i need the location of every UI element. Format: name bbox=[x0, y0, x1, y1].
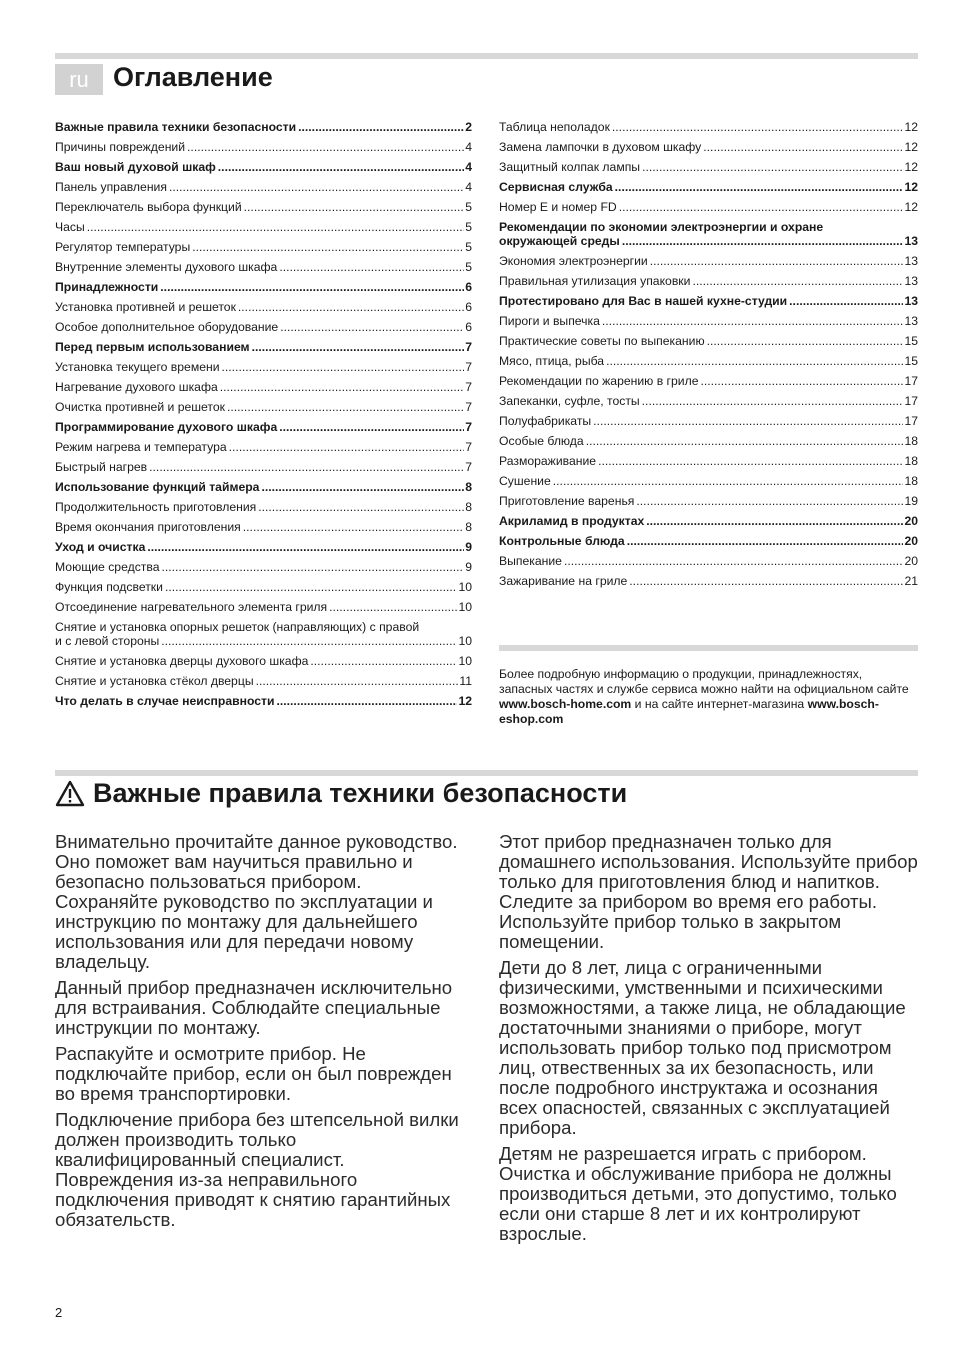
toc-entry-page: 4 bbox=[465, 140, 472, 154]
toc-entry-title: Запеканки, суфле, тосты bbox=[499, 394, 640, 408]
toc-dot-leader bbox=[277, 694, 458, 708]
toc-entry[interactable] bbox=[499, 431, 918, 451]
safety-heading bbox=[55, 778, 627, 809]
toc-entry[interactable] bbox=[499, 391, 918, 411]
page-number: 2 bbox=[55, 1305, 63, 1320]
toc-entry[interactable] bbox=[499, 177, 918, 197]
toc-entry-title: Панель управления bbox=[55, 180, 167, 194]
toc-entry[interactable] bbox=[55, 537, 472, 557]
toc-title: Оглавление bbox=[113, 62, 273, 92]
toc-entry-page: 10 bbox=[458, 654, 472, 668]
toc-entry-page: 13 bbox=[904, 274, 918, 288]
toc-entry-page: 6 bbox=[465, 280, 472, 294]
toc-entry-title: Снятие и установка стёкол дверцы bbox=[55, 674, 254, 688]
info-text-1: Более подробную информацию о продукции, принадлежностях, запасных частях и службе сервиса можно найти на официальном сайте bbox=[499, 667, 909, 696]
toc-entry-title: Часы bbox=[55, 220, 85, 234]
toc-entry[interactable] bbox=[499, 571, 918, 591]
toc-entry[interactable] bbox=[55, 337, 472, 357]
toc-right-column bbox=[499, 117, 918, 591]
toc-entry-page: 5 bbox=[465, 200, 472, 214]
toc-entry-page: 8 bbox=[465, 520, 472, 534]
toc-dot-leader bbox=[606, 354, 903, 368]
toc-entry-title: Защитный колпак лампы bbox=[499, 160, 641, 174]
safety-paragraph: Дети до 8 лет, лица с ограниченными физическими, умственными и психическими возможностями, а также лица, не обладающие достаточными знаниями о приборе, могут использовать прибор только под присмотром лиц, отвественных за их безопасность, или после подробного инструктажа и осознания всех опасностей, связанных с эксплуатацией прибора. bbox=[499, 957, 906, 1138]
language-badge: ru bbox=[55, 64, 103, 95]
toc-entry[interactable] bbox=[499, 551, 918, 571]
info-note bbox=[499, 667, 918, 727]
toc-entry-title: Протестировано для Вас в нашей кухне-студии bbox=[499, 294, 788, 308]
toc-entry-title: Контрольные блюда bbox=[499, 534, 625, 548]
toc-entry-title: Приготовление варенья bbox=[499, 494, 635, 508]
toc-dot-leader bbox=[692, 274, 903, 288]
toc-entry-title: Внутренние элементы духового шкафа bbox=[55, 260, 278, 274]
toc-dot-leader bbox=[243, 520, 464, 534]
toc-entry-title: Номер E и номер FD bbox=[499, 200, 617, 214]
toc-entry-title: Замена лампочки в духовом шкафу bbox=[499, 140, 702, 154]
toc-dot-leader bbox=[187, 140, 464, 154]
toc-entry-title: Установка текущего времени bbox=[55, 360, 220, 374]
safety-paragraph: Распакуйте и осмотрите прибор. Не подключайте прибор, если он был поврежден во время транспортировки. bbox=[55, 1043, 452, 1104]
safety-left-column bbox=[55, 832, 465, 1236]
toc-entry-title: Выпекание bbox=[499, 554, 562, 568]
toc-dot-leader bbox=[169, 180, 464, 194]
toc-entry-title: Программирование духового шкафа bbox=[55, 420, 278, 434]
safety-paragraph: Подключение прибора без штепсельной вилки должен производить только квалифицированный специалист. Повреждения из-за неправильного подключения приводят к снятию гарантийных обязательств. bbox=[55, 1109, 459, 1230]
toc-entry-title: Перед первым использованием bbox=[55, 340, 250, 354]
warning-icon bbox=[55, 780, 85, 807]
toc-entry[interactable] bbox=[499, 197, 918, 217]
toc-dot-leader bbox=[789, 294, 903, 308]
toc-entry[interactable] bbox=[499, 491, 918, 511]
toc-entry-page: 20 bbox=[904, 554, 918, 568]
toc-entry-page: 10 bbox=[458, 600, 472, 614]
toc-entry-title: Практические советы по выпеканию bbox=[499, 334, 705, 348]
toc-left-column bbox=[55, 117, 472, 711]
toc-entry[interactable] bbox=[499, 311, 918, 331]
toc-dot-leader bbox=[258, 500, 464, 514]
toc-entry-page: 19 bbox=[904, 494, 918, 508]
toc-dot-leader bbox=[256, 674, 459, 688]
toc-entry[interactable] bbox=[55, 597, 472, 617]
safety-paragraph: Детям не разрешается играть с прибором. Очистка и обслуживание прибора не должны производиться детьми, это допустимо, только если они старше 8 лет и их контролируют взрослые. bbox=[499, 1143, 897, 1244]
toc-entry-page: 20 bbox=[904, 514, 918, 528]
toc-entry-page: 13 bbox=[904, 254, 918, 268]
toc-entry[interactable] bbox=[55, 457, 472, 477]
toc-entry-title: Размораживание bbox=[499, 454, 597, 468]
toc-entry-title: Регулятор температуры bbox=[55, 240, 191, 254]
toc-entry-title: Таблица неполадок bbox=[499, 120, 610, 134]
toc-entry-page: 18 bbox=[904, 434, 918, 448]
toc-entry[interactable] bbox=[499, 117, 918, 137]
toc-dot-leader bbox=[279, 260, 464, 274]
toc-dot-leader bbox=[218, 160, 464, 174]
toc-entry-title: Пироги и выпечка bbox=[499, 314, 600, 328]
safety-paragraph: Данный прибор предназначен исключительно для встраивания. Соблюдайте специальные инструкции по монтажу. bbox=[55, 977, 453, 1038]
toc-entry-page: 9 bbox=[465, 540, 472, 554]
toc-entry-page: 5 bbox=[465, 260, 472, 274]
toc-entry[interactable] bbox=[55, 157, 472, 177]
toc-entry-page: 5 bbox=[465, 220, 472, 234]
toc-dot-leader bbox=[627, 534, 904, 548]
toc-dot-leader bbox=[298, 120, 464, 134]
toc-entry-page: 10 bbox=[458, 580, 472, 594]
toc-entry-title: Принадлежности bbox=[55, 280, 159, 294]
toc-entry[interactable] bbox=[55, 671, 472, 691]
toc-entry-page: 17 bbox=[904, 414, 918, 428]
toc-entry[interactable] bbox=[499, 217, 918, 251]
toc-entry[interactable] bbox=[499, 371, 918, 391]
toc-entry[interactable] bbox=[55, 651, 472, 671]
toc-dot-leader bbox=[612, 120, 904, 134]
toc-entry-page: 11 bbox=[459, 674, 472, 688]
toc-entry-title: Зажаривание на гриле bbox=[499, 574, 628, 588]
toc-entry-title-cont: окружающей среды bbox=[499, 234, 620, 248]
toc-entry-title: Режим нагрева и температура bbox=[55, 440, 227, 454]
toc-entry-page: 10 bbox=[458, 634, 472, 648]
toc-entry[interactable] bbox=[55, 177, 472, 197]
toc-entry[interactable] bbox=[55, 317, 472, 337]
toc-entry-page: 7 bbox=[465, 360, 472, 374]
toc-entry-title: Правильная утилизация упаковки bbox=[499, 274, 691, 288]
toc-entry[interactable] bbox=[499, 271, 918, 291]
toc-entry-page: 6 bbox=[465, 300, 472, 314]
toc-entry[interactable] bbox=[55, 257, 472, 277]
toc-entry[interactable] bbox=[55, 137, 472, 157]
toc-entry-title: Продолжительность приготовления bbox=[55, 500, 257, 514]
toc-entry-title: Сушение bbox=[499, 474, 551, 488]
toc-entry[interactable] bbox=[499, 157, 918, 177]
toc-dot-leader bbox=[629, 574, 903, 588]
toc-entry-page: 6 bbox=[465, 320, 472, 334]
toc-dot-leader bbox=[310, 654, 457, 668]
toc-entry-page: 12 bbox=[904, 200, 918, 214]
toc-entry-title: Нагревание духового шкафа bbox=[55, 380, 218, 394]
toc-entry-page: 20 bbox=[904, 534, 918, 548]
safety-paragraph: Внимательно прочитайте данное руководство. Оно поможет вам научиться правильно и безопасно пользоваться прибором. Сохраняйте руководство по эксплуатации и инструкцию по монтажу для дальнейшего использования или для передачи новому владельцу. bbox=[55, 831, 458, 972]
toc-entry-line2 bbox=[499, 234, 918, 248]
toc-dot-leader bbox=[238, 300, 464, 314]
toc-dot-leader bbox=[615, 180, 904, 194]
toc-entry[interactable] bbox=[55, 497, 472, 517]
toc-entry-page: 2 bbox=[465, 120, 472, 134]
toc-entry[interactable] bbox=[499, 451, 918, 471]
toc-entry[interactable] bbox=[55, 477, 472, 497]
toc-entry-page: 21 bbox=[904, 574, 918, 588]
toc-dot-leader bbox=[160, 280, 464, 294]
toc-entry-title: Использование функций таймера bbox=[55, 480, 260, 494]
info-rule bbox=[499, 645, 918, 651]
toc-dot-leader bbox=[252, 340, 465, 354]
toc-entry-title: Снятие и установка опорных решеток (направляющих) с правой bbox=[55, 620, 420, 634]
toc-entry[interactable] bbox=[55, 357, 472, 377]
toc-entry-page: 4 bbox=[465, 180, 472, 194]
toc-entry[interactable] bbox=[499, 531, 918, 551]
toc-entry-title: Переключатель выбора функций bbox=[55, 200, 242, 214]
toc-dot-leader bbox=[220, 380, 464, 394]
toc-entry-page: 7 bbox=[465, 340, 472, 354]
toc-entry-page: 4 bbox=[465, 160, 472, 174]
toc-entry[interactable] bbox=[55, 197, 472, 217]
toc-entry[interactable] bbox=[55, 417, 472, 437]
toc-dot-leader bbox=[598, 454, 903, 468]
toc-dot-leader bbox=[650, 254, 904, 268]
safety-paragraph: Этот прибор предназначен только для домашнего использования. Используйте прибор только для приготовления блюд и напитков. Следите за прибором во время его работы. Используйте прибор только в закрытом помещении. bbox=[499, 831, 918, 952]
toc-dot-leader bbox=[642, 394, 904, 408]
toc-entry-title: Особое дополнительное оборудование bbox=[55, 320, 279, 334]
toc-entry-page: 12 bbox=[904, 140, 918, 154]
toc-dot-leader bbox=[161, 634, 457, 648]
toc-entry-page: 7 bbox=[465, 400, 472, 414]
toc-dot-leader bbox=[707, 334, 904, 348]
toc-dot-leader bbox=[329, 600, 457, 614]
toc-dot-leader bbox=[192, 240, 464, 254]
toc-entry[interactable] bbox=[499, 411, 918, 431]
safety-right-column bbox=[499, 832, 918, 1250]
toc-entry-title: Рекомендации по жарению в гриле bbox=[499, 374, 699, 388]
toc-entry-title: Рекомендации по экономии электроэнергии и охране bbox=[499, 220, 824, 234]
toc-entry-title: Функция подсветки bbox=[55, 580, 163, 594]
toc-entry-title: Что делать в случае неисправности bbox=[55, 694, 275, 708]
toc-entry-page: 8 bbox=[465, 480, 472, 494]
toc-entry-title: Очистка противней и решеток bbox=[55, 400, 225, 414]
toc-entry-page: 13 bbox=[904, 314, 918, 328]
toc-dot-leader bbox=[222, 360, 465, 374]
toc-entry-title: Отсоединение нагревательного элемента гриля bbox=[55, 600, 328, 614]
toc-entry-page: 8 bbox=[465, 500, 472, 514]
toc-entry[interactable] bbox=[55, 691, 472, 711]
toc-entry[interactable] bbox=[55, 617, 472, 651]
toc-dot-leader bbox=[586, 434, 904, 448]
toc-entry-line2 bbox=[55, 634, 472, 648]
toc-entry-title: Особые блюда bbox=[499, 434, 584, 448]
toc-entry[interactable] bbox=[499, 331, 918, 351]
toc-dot-leader bbox=[149, 460, 464, 474]
toc-dot-leader bbox=[593, 414, 903, 428]
toc-entry-page: 7 bbox=[465, 460, 472, 474]
safety-rule bbox=[55, 770, 918, 776]
toc-entry-page: 5 bbox=[465, 240, 472, 254]
toc-dot-leader bbox=[646, 514, 903, 528]
toc-entry[interactable] bbox=[55, 117, 472, 137]
info-text-2: и на сайте интернет-магазина bbox=[631, 697, 808, 711]
safety-title: Важные правила техники безопасности bbox=[93, 778, 628, 808]
toc-entry-page: 7 bbox=[465, 420, 472, 434]
toc-entry-title: Ваш новый духовой шкаф bbox=[55, 160, 216, 174]
toc-dot-leader bbox=[619, 200, 904, 214]
toc-entry-title: Экономия электроэнергии bbox=[499, 254, 648, 268]
toc-entry[interactable] bbox=[55, 377, 472, 397]
toc-dot-leader bbox=[87, 220, 464, 234]
toc-dot-leader bbox=[642, 160, 903, 174]
toc-dot-leader bbox=[261, 480, 464, 494]
toc-dot-leader bbox=[147, 540, 464, 554]
toc-entry-title: Время окончания приготовления bbox=[55, 520, 241, 534]
toc-entry-title: Моющие средства bbox=[55, 560, 160, 574]
toc-entry-title: Полуфабрикаты bbox=[499, 414, 592, 428]
toc-entry-title: Сервисная служба bbox=[499, 180, 613, 194]
toc-entry-page: 7 bbox=[465, 440, 472, 454]
toc-entry[interactable] bbox=[55, 437, 472, 457]
toc-entry-page: 12 bbox=[904, 120, 918, 134]
toc-entry-page: 18 bbox=[904, 454, 918, 468]
toc-dot-leader bbox=[244, 200, 465, 214]
toc-dot-leader bbox=[602, 314, 904, 328]
toc-dot-leader bbox=[280, 320, 464, 334]
toc-dot-leader bbox=[279, 420, 464, 434]
toc-entry-title: Уход и очистка bbox=[55, 540, 146, 554]
toc-entry-title: Важные правила техники безопасности bbox=[55, 120, 297, 134]
toc-header-rule bbox=[55, 53, 918, 59]
toc-entry[interactable] bbox=[499, 251, 918, 271]
toc-entry[interactable] bbox=[55, 397, 472, 417]
toc-entry-title-cont: и с левой стороны bbox=[55, 634, 160, 648]
toc-entry[interactable] bbox=[55, 237, 472, 257]
toc-entry[interactable] bbox=[55, 297, 472, 317]
bosch-eshop-link[interactable]: www.bosch-eshop.com bbox=[499, 697, 879, 726]
toc-entry-page: 15 bbox=[904, 354, 918, 368]
toc-entry-title: Быстрый нагрев bbox=[55, 460, 148, 474]
toc-entry-page: 9 bbox=[465, 560, 472, 574]
toc-entry[interactable] bbox=[55, 217, 472, 237]
toc-entry-title: Причины повреждений bbox=[55, 140, 186, 154]
toc-entry-page: 15 bbox=[904, 334, 918, 348]
toc-entry-page: 13 bbox=[904, 234, 918, 248]
toc-dot-leader bbox=[162, 560, 465, 574]
toc-dot-leader bbox=[165, 580, 457, 594]
toc-entry[interactable] bbox=[55, 277, 472, 297]
toc-entry-page: 12 bbox=[458, 694, 472, 708]
toc-entry[interactable] bbox=[499, 511, 918, 531]
toc-entry-title: Установка противней и решеток bbox=[55, 300, 236, 314]
toc-entry-page: 7 bbox=[465, 380, 472, 394]
toc-entry-page: 17 bbox=[904, 374, 918, 388]
toc-entry[interactable] bbox=[499, 291, 918, 311]
toc-dot-leader bbox=[553, 474, 904, 488]
toc-dot-leader bbox=[636, 494, 903, 508]
toc-entry-title: Акриламид в продуктах bbox=[499, 514, 645, 528]
bosch-home-link[interactable]: www.bosch-home.com bbox=[499, 697, 632, 711]
toc-entry-title: Мясо, птица, рыба bbox=[499, 354, 605, 368]
toc-dot-leader bbox=[622, 234, 904, 248]
toc-entry-page: 18 bbox=[904, 474, 918, 488]
toc-entry[interactable] bbox=[499, 351, 918, 371]
toc-dot-leader bbox=[564, 554, 903, 568]
toc-entry[interactable] bbox=[499, 471, 918, 491]
toc-dot-leader bbox=[229, 440, 465, 454]
toc-entry[interactable] bbox=[499, 137, 918, 157]
toc-dot-leader bbox=[700, 374, 903, 388]
toc-entry-page: 12 bbox=[904, 160, 918, 174]
toc-entry-page: 17 bbox=[904, 394, 918, 408]
toc-entry-page: 12 bbox=[904, 180, 918, 194]
toc-entry[interactable] bbox=[55, 577, 472, 597]
toc-entry[interactable] bbox=[55, 517, 472, 537]
toc-entry-page: 13 bbox=[904, 294, 918, 308]
toc-entry[interactable] bbox=[55, 557, 472, 577]
toc-dot-leader bbox=[703, 140, 903, 154]
toc-entry-title: Снятие и установка дверцы духового шкафа bbox=[55, 654, 309, 668]
toc-dot-leader bbox=[227, 400, 464, 414]
